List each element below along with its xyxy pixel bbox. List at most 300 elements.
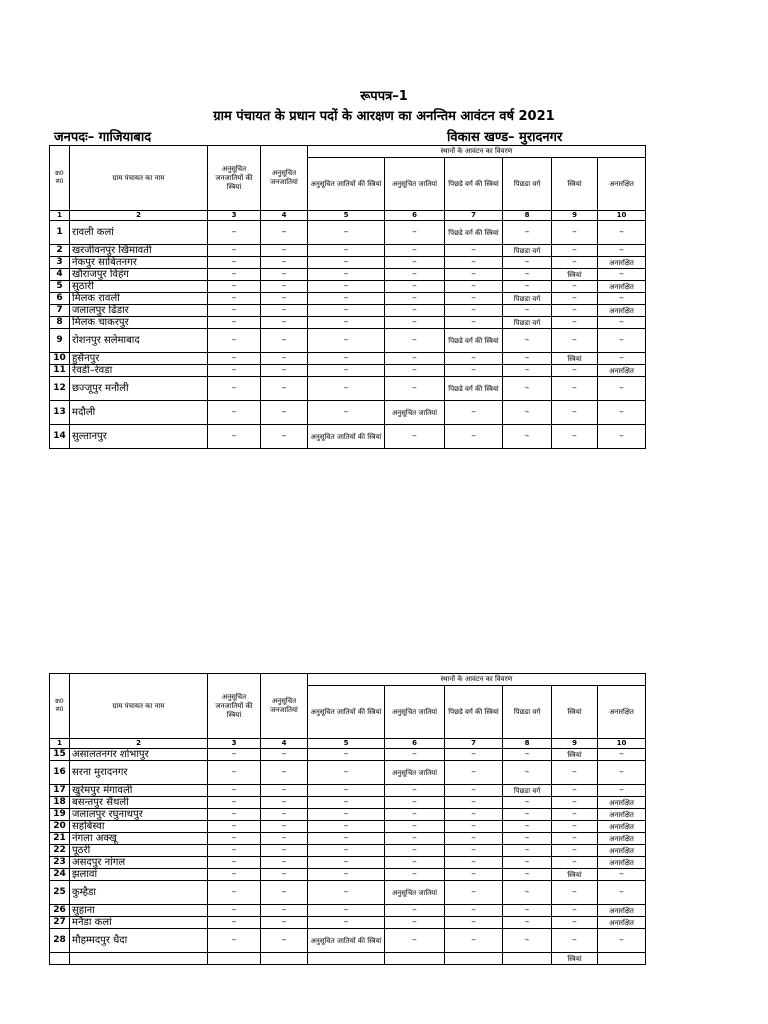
allocation-cell: – <box>552 881 598 905</box>
column-number-cell: 3 <box>208 739 261 749</box>
allocation-cell: पिछडा वर्ग <box>503 245 552 257</box>
table-2-body <box>50 749 646 965</box>
allocation-cell: अनुसूचित जातियां <box>385 881 445 905</box>
serial-number-cell: 12 <box>50 377 70 401</box>
allocation-cell: अनारक्षित <box>598 917 646 929</box>
allocation-cell: अनुसूचित जातियों की स्त्रियां <box>308 929 385 953</box>
allocation-cell: – <box>308 293 385 305</box>
allocation-cell: – <box>261 245 308 257</box>
allocation-cell: स्त्रियां <box>552 953 598 965</box>
allocation-cell: – <box>503 305 552 317</box>
allocation-cell: – <box>308 785 385 797</box>
allocation-cell: – <box>261 293 308 305</box>
serial-number-cell: 4 <box>50 269 70 281</box>
allocation-cell: – <box>552 809 598 821</box>
panchayat-name-cell <box>70 953 208 965</box>
panchayat-name-cell: मदौली <box>70 401 208 425</box>
block-label: विकास खण्ड– मुरादनगर <box>447 130 563 145</box>
allocation-cell: अनारक्षित <box>598 845 646 857</box>
allocation-cell: – <box>261 425 308 449</box>
allocation-cell: – <box>445 797 503 809</box>
column-number-cell: 3 <box>208 211 261 221</box>
col-unreserved-header: अनारक्षित <box>598 158 646 211</box>
allocation-cell: अनुसूचित जातियां <box>385 761 445 785</box>
allocation-cell: – <box>598 353 646 365</box>
allocation-cell: – <box>308 353 385 365</box>
allocation-cell: – <box>308 869 385 881</box>
allocation-cell: – <box>208 761 261 785</box>
allocation-cell: – <box>308 257 385 269</box>
allocation-cell: – <box>261 845 308 857</box>
serial-number-cell: 3 <box>50 257 70 269</box>
serial-number-cell: 15 <box>50 749 70 761</box>
allocation-cell: पिछडे वर्ग की स्त्रियां <box>445 377 503 401</box>
allocation-cell: – <box>445 317 503 329</box>
table-row <box>50 353 646 365</box>
table-1-body <box>50 221 646 449</box>
allocation-cell: – <box>208 257 261 269</box>
col-name-header: ग्राम पंचायत का नाम <box>70 146 208 211</box>
table-row <box>50 401 646 425</box>
col-obc-header: पिछडा वर्ग <box>503 158 552 211</box>
table-row <box>50 257 646 269</box>
allocation-cell: – <box>261 869 308 881</box>
allocation-cell: – <box>598 929 646 953</box>
allocation-cell: – <box>552 365 598 377</box>
table-row <box>50 833 646 845</box>
allocation-cell: – <box>208 929 261 953</box>
col-sc-women-header: अनुसूचित जातियों की स्त्रियां <box>308 686 385 739</box>
allocation-cell <box>503 953 552 965</box>
allocation-cell: – <box>385 305 445 317</box>
allocation-cell: – <box>445 905 503 917</box>
allocation-cell: – <box>445 809 503 821</box>
panchayat-name-cell: मौहम्मदपुर धैदा <box>70 929 208 953</box>
allocation-cell <box>598 953 646 965</box>
allocation-cell: – <box>552 293 598 305</box>
serial-number-cell: 25 <box>50 881 70 905</box>
table-row <box>50 869 646 881</box>
table-row <box>50 365 646 377</box>
allocation-cell: – <box>503 749 552 761</box>
allocation-cell: – <box>552 833 598 845</box>
allocation-cell: – <box>261 257 308 269</box>
allocation-cell: – <box>503 353 552 365</box>
allocation-cell: – <box>308 905 385 917</box>
table-row <box>50 845 646 857</box>
allocation-cell: – <box>503 881 552 905</box>
allocation-cell: – <box>308 881 385 905</box>
allocation-cell: – <box>445 869 503 881</box>
serial-number-cell: 24 <box>50 869 70 881</box>
table-row <box>50 857 646 869</box>
table-row <box>50 929 646 953</box>
allocation-cell <box>445 953 503 965</box>
allocation-cell: – <box>208 905 261 917</box>
column-number-cell: 7 <box>445 739 503 749</box>
col-sc-women-header: अनुसूचित जातियों की स्त्रियां <box>308 158 385 211</box>
serial-number-cell: 5 <box>50 281 70 293</box>
panchayat-name-cell: खुर्रमपुर मंगावली <box>70 785 208 797</box>
column-number-cell: 10 <box>598 211 646 221</box>
panchayat-name-cell: हुसैनपुर <box>70 353 208 365</box>
table-row <box>50 281 646 293</box>
panchayat-name-cell: मिलक रावली <box>70 293 208 305</box>
form-title: रूपपत्र–1 <box>360 89 408 104</box>
allocation-cell: – <box>308 317 385 329</box>
table-row <box>50 761 646 785</box>
allocation-cell: – <box>552 221 598 245</box>
col-obc-women-header: पिछडे वर्ग की स्त्रियां <box>445 158 503 211</box>
allocation-cell: स्त्रियां <box>552 749 598 761</box>
serial-number-cell: 23 <box>50 857 70 869</box>
allocation-cell: अनारक्षित <box>598 857 646 869</box>
allocation-cell: – <box>598 749 646 761</box>
allocation-cell: – <box>598 377 646 401</box>
allocation-cell: – <box>598 329 646 353</box>
allocation-cell: – <box>598 869 646 881</box>
allocation-cell: – <box>385 425 445 449</box>
panchayat-name-cell: सुल्तानपुर <box>70 425 208 449</box>
panchayat-name-cell: मनैडा कलां <box>70 917 208 929</box>
panchayat-name-cell: जलालपुर रघुनाथपुर <box>70 809 208 821</box>
allocation-cell: – <box>552 305 598 317</box>
allocation-cell: – <box>208 353 261 365</box>
panchayat-name-cell: जलालपुर ढिंडार <box>70 305 208 317</box>
allocation-cell: – <box>552 785 598 797</box>
allocation-cell: अनारक्षित <box>598 821 646 833</box>
allocation-cell: – <box>261 749 308 761</box>
allocation-cell: – <box>308 845 385 857</box>
allocation-cell: – <box>445 257 503 269</box>
allocation-cell: – <box>503 797 552 809</box>
panchayat-name-cell: झलावां <box>70 869 208 881</box>
allocation-cell: – <box>445 401 503 425</box>
allocation-cell: – <box>385 821 445 833</box>
allocation-cell: – <box>445 353 503 365</box>
allocation-cell: – <box>385 797 445 809</box>
allocation-cell: – <box>503 845 552 857</box>
col-women-header: स्त्रियां <box>552 158 598 211</box>
table-row <box>50 317 646 329</box>
allocation-cell: – <box>385 845 445 857</box>
allocation-cell: पिछडे वर्ग की स्त्रियां <box>445 329 503 353</box>
allocation-cell: – <box>208 281 261 293</box>
allocation-cell: – <box>208 857 261 869</box>
allocation-cell: – <box>598 785 646 797</box>
column-number-row <box>50 739 646 749</box>
allocation-cell: – <box>308 797 385 809</box>
allocation-cell: – <box>385 221 445 245</box>
allocation-cell: – <box>261 305 308 317</box>
allocation-cell: – <box>261 785 308 797</box>
allocation-cell: – <box>445 917 503 929</box>
allocation-cell: – <box>308 221 385 245</box>
allocation-cell: – <box>503 257 552 269</box>
panchayat-name-cell: सहबिस्वा <box>70 821 208 833</box>
table-row <box>50 749 646 761</box>
panchayat-name-cell: रेवडी–रेवडा <box>70 365 208 377</box>
allocation-cell: – <box>308 329 385 353</box>
allocation-cell: – <box>385 905 445 917</box>
serial-number-cell: 19 <box>50 809 70 821</box>
allocation-cell: – <box>385 377 445 401</box>
panchayat-name-cell: सुठारी <box>70 281 208 293</box>
allocation-cell: – <box>503 761 552 785</box>
allocation-cell: पिछडा वर्ग <box>503 785 552 797</box>
col-st-women-header: अनुसूचित जनजातियों की स्त्रियां <box>208 674 261 739</box>
allocation-cell: – <box>208 869 261 881</box>
serial-number-cell: 22 <box>50 845 70 857</box>
panchayat-name-cell: खौराजपुर विहंग <box>70 269 208 281</box>
allocation-cell: – <box>503 929 552 953</box>
allocation-cell: – <box>208 317 261 329</box>
allocation-cell: स्त्रियां <box>552 869 598 881</box>
allocation-cell: – <box>385 809 445 821</box>
allocation-group-header: स्थानों के आवंटन का विवरण <box>308 146 646 158</box>
allocation-cell: – <box>208 821 261 833</box>
allocation-cell: पिछडे वर्ग की स्त्रियां <box>445 221 503 245</box>
column-number-cell: 8 <box>503 211 552 221</box>
allocation-cell: – <box>308 281 385 293</box>
allocation-cell: – <box>308 401 385 425</box>
allocation-cell: – <box>261 809 308 821</box>
allocation-cell: अनारक्षित <box>598 809 646 821</box>
allocation-cell: – <box>385 317 445 329</box>
allocation-cell: अनारक्षित <box>598 797 646 809</box>
allocation-cell: – <box>261 377 308 401</box>
allocation-cell: – <box>552 425 598 449</box>
allocation-cell: – <box>208 245 261 257</box>
serial-number-cell: 9 <box>50 329 70 353</box>
allocation-group-header: स्थानों के आवंटन का विवरण <box>308 674 646 686</box>
allocation-cell: अनारक्षित <box>598 905 646 917</box>
allocation-cell: – <box>385 329 445 353</box>
allocation-cell: – <box>208 881 261 905</box>
allocation-cell: – <box>598 425 646 449</box>
serial-number-cell: 26 <box>50 905 70 917</box>
allocation-cell: – <box>261 761 308 785</box>
col-name-header: ग्राम पंचायत का नाम <box>70 674 208 739</box>
table-row <box>50 917 646 929</box>
allocation-cell: – <box>445 293 503 305</box>
column-number-cell: 7 <box>445 211 503 221</box>
serial-number-cell: 10 <box>50 353 70 365</box>
allocation-cell: – <box>261 857 308 869</box>
column-number-cell: 4 <box>261 211 308 221</box>
column-number-cell: 4 <box>261 739 308 749</box>
col-obc-header: पिछडा वर्ग <box>503 686 552 739</box>
allocation-cell: – <box>445 365 503 377</box>
allocation-cell: – <box>385 869 445 881</box>
panchayat-name-cell: बसन्तपुर सैंथली <box>70 797 208 809</box>
allocation-cell: – <box>503 221 552 245</box>
table-row <box>50 881 646 905</box>
reservation-table-1 <box>49 145 646 449</box>
allocation-cell: – <box>385 917 445 929</box>
column-number-cell: 6 <box>385 211 445 221</box>
allocation-cell: – <box>445 821 503 833</box>
allocation-cell: – <box>445 305 503 317</box>
header-row-group <box>50 146 646 158</box>
serial-number-cell: 7 <box>50 305 70 317</box>
allocation-cell: – <box>598 761 646 785</box>
allocation-cell: अनारक्षित <box>598 365 646 377</box>
allocation-cell: – <box>503 425 552 449</box>
allocation-cell: – <box>308 821 385 833</box>
allocation-cell: – <box>261 821 308 833</box>
allocation-cell: स्त्रियां <box>552 353 598 365</box>
allocation-cell: – <box>503 269 552 281</box>
column-number-cell: 1 <box>50 211 70 221</box>
header-row-group <box>50 674 646 686</box>
allocation-cell: – <box>385 749 445 761</box>
panchayat-name-cell: नंगला अक्खू <box>70 833 208 845</box>
allocation-cell: – <box>552 797 598 809</box>
allocation-cell: – <box>503 821 552 833</box>
serial-number-cell: 8 <box>50 317 70 329</box>
panchayat-name-cell: रोशनपुर सलेमाबाद <box>70 329 208 353</box>
allocation-cell: – <box>598 401 646 425</box>
column-number-cell: 10 <box>598 739 646 749</box>
col-women-header: स्त्रियां <box>552 686 598 739</box>
allocation-cell: – <box>308 245 385 257</box>
panchayat-name-cell: सरना मुरादनगर <box>70 761 208 785</box>
allocation-cell: – <box>552 761 598 785</box>
allocation-cell: पिछडा वर्ग <box>503 317 552 329</box>
allocation-cell: – <box>208 293 261 305</box>
col-sc-header: अनुसूचित जातियां <box>385 686 445 739</box>
panchayat-name-cell: असदपुर नांगल <box>70 857 208 869</box>
allocation-cell: – <box>503 905 552 917</box>
allocation-cell: – <box>503 401 552 425</box>
table-row <box>50 377 646 401</box>
allocation-cell: – <box>503 377 552 401</box>
allocation-cell <box>261 953 308 965</box>
allocation-cell: – <box>503 869 552 881</box>
allocation-cell: – <box>552 401 598 425</box>
allocation-cell: – <box>261 401 308 425</box>
allocation-cell: – <box>261 281 308 293</box>
serial-number-cell: 11 <box>50 365 70 377</box>
panchayat-name-cell: नेकपुर साबितनगर <box>70 257 208 269</box>
table-row <box>50 269 646 281</box>
allocation-cell: अनारक्षित <box>598 281 646 293</box>
allocation-cell: – <box>261 929 308 953</box>
table-row <box>50 425 646 449</box>
column-number-cell: 1 <box>50 739 70 749</box>
allocation-cell: – <box>385 365 445 377</box>
allocation-cell: – <box>552 929 598 953</box>
allocation-cell: – <box>445 269 503 281</box>
col-st-header: अनुसूचित जनजातियां <box>261 146 308 211</box>
allocation-cell: – <box>552 857 598 869</box>
allocation-cell: – <box>261 269 308 281</box>
panchayat-name-cell: सुहाना <box>70 905 208 917</box>
serial-number-cell: 6 <box>50 293 70 305</box>
column-number-cell: 5 <box>308 211 385 221</box>
allocation-cell: – <box>208 269 261 281</box>
allocation-cell: – <box>308 377 385 401</box>
table-row <box>50 809 646 821</box>
allocation-cell: – <box>385 257 445 269</box>
panchayat-name-cell: मिलक चाकरपुर <box>70 317 208 329</box>
allocation-cell: – <box>598 881 646 905</box>
serial-number-cell: 18 <box>50 797 70 809</box>
col-st-women-header: अनुसूचित जनजातियों की स्त्रियां <box>208 146 261 211</box>
allocation-cell: – <box>208 797 261 809</box>
table-row <box>50 905 646 917</box>
allocation-cell: – <box>385 929 445 953</box>
allocation-cell: – <box>598 317 646 329</box>
serial-number-cell: 28 <box>50 929 70 953</box>
allocation-cell: – <box>552 329 598 353</box>
panchayat-name-cell: कुम्हैडा <box>70 881 208 905</box>
allocation-cell: – <box>308 809 385 821</box>
allocation-cell <box>208 953 261 965</box>
allocation-cell: – <box>385 785 445 797</box>
allocation-cell: – <box>208 329 261 353</box>
allocation-cell: – <box>445 761 503 785</box>
serial-number-cell: 16 <box>50 761 70 785</box>
allocation-cell: – <box>208 785 261 797</box>
district-label: जनपदः– गाजियाबाद <box>54 130 152 145</box>
allocation-cell: – <box>385 293 445 305</box>
allocation-cell: – <box>503 917 552 929</box>
allocation-cell: अनारक्षित <box>598 257 646 269</box>
allocation-cell: – <box>308 833 385 845</box>
allocation-cell: – <box>308 365 385 377</box>
table-row <box>50 785 646 797</box>
allocation-cell: – <box>208 845 261 857</box>
allocation-cell: – <box>208 305 261 317</box>
reservation-table-2 <box>49 673 646 965</box>
allocation-cell: – <box>445 845 503 857</box>
serial-number-cell: 2 <box>50 245 70 257</box>
table-row <box>50 245 646 257</box>
allocation-cell: – <box>445 281 503 293</box>
allocation-cell: – <box>261 881 308 905</box>
allocation-cell: – <box>445 785 503 797</box>
serial-number-cell: 14 <box>50 425 70 449</box>
allocation-cell: – <box>308 857 385 869</box>
allocation-cell <box>385 953 445 965</box>
col-sc-header: अनुसूचित जातियां <box>385 158 445 211</box>
col-unreserved-header: अनारक्षित <box>598 686 646 739</box>
table-row <box>50 305 646 317</box>
allocation-cell: – <box>208 377 261 401</box>
allocation-cell: – <box>503 809 552 821</box>
allocation-cell: – <box>261 833 308 845</box>
allocation-cell: – <box>208 809 261 821</box>
column-number-cell: 9 <box>552 739 598 749</box>
allocation-cell: – <box>385 833 445 845</box>
allocation-cell: अनारक्षित <box>598 305 646 317</box>
column-number-cell: 2 <box>70 739 208 749</box>
allocation-cell: – <box>552 845 598 857</box>
allocation-cell: – <box>208 917 261 929</box>
allocation-cell: – <box>385 353 445 365</box>
allocation-cell: – <box>552 257 598 269</box>
allocation-cell: – <box>261 797 308 809</box>
allocation-cell: – <box>445 833 503 845</box>
allocation-cell: स्त्रियां <box>552 269 598 281</box>
panchayat-name-cell: खरजीवनपुर खिमावती <box>70 245 208 257</box>
column-number-row <box>50 211 646 221</box>
col-sno-header: क्र0 सं0 <box>50 146 70 211</box>
allocation-cell: – <box>261 221 308 245</box>
allocation-cell: – <box>503 281 552 293</box>
